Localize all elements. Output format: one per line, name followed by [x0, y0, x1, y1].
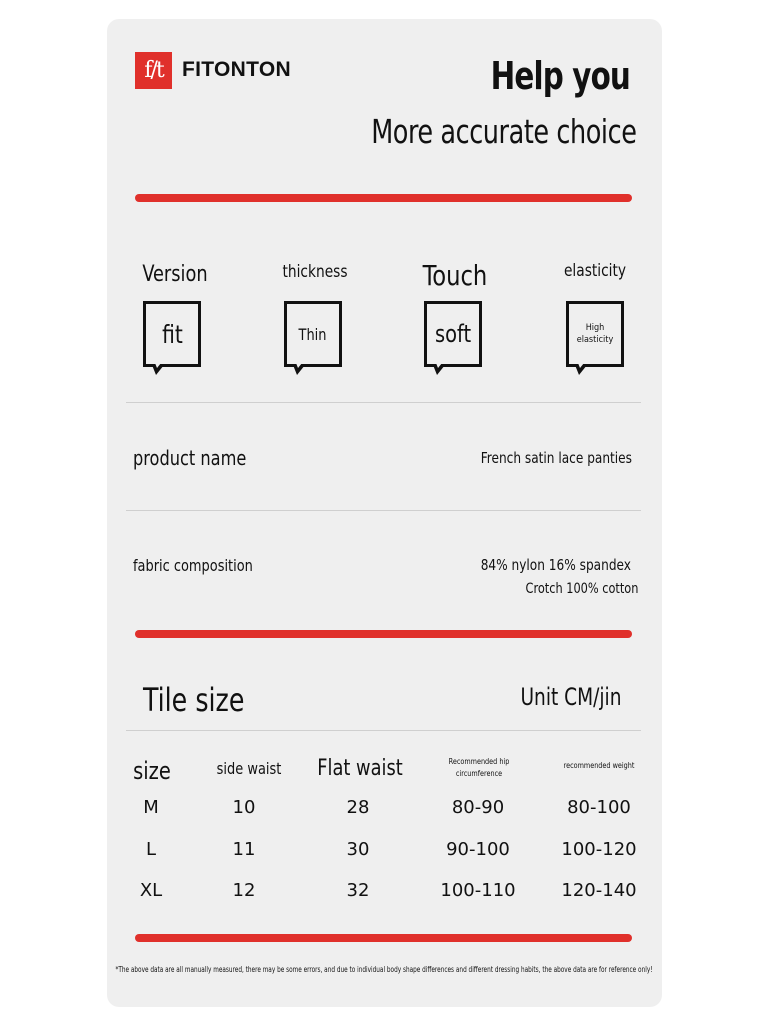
table-header-weight: recommended weight: [563, 761, 635, 770]
attr-label-thickness: thickness: [282, 262, 348, 282]
attr-label-version: Version: [142, 262, 208, 287]
disclaimer-footnote: *The above data are all manually measured, there may be some errors, and due to individual body shape differences and different dressing habits, the above data are for reference only!: [115, 965, 653, 974]
red-divider-top: [135, 194, 632, 202]
table-cell-side-waist: 10: [232, 797, 256, 818]
table-cell-size: L: [145, 839, 157, 860]
divider: [126, 510, 641, 511]
table-cell-flat-waist: 30: [346, 839, 370, 860]
attr-badge-touch: [424, 301, 482, 367]
red-divider-bottom: [135, 934, 632, 942]
attr-value-thickness: Thin: [299, 324, 327, 344]
table-cell-side-waist: 11: [232, 839, 256, 860]
table-header-size: size: [133, 757, 171, 785]
fabric-composition-line2: Crotch 100% cotton: [525, 581, 638, 597]
table-header-hip: Recommended hip circumference: [448, 757, 510, 778]
brand-logo-icon: f/t: [135, 52, 172, 89]
table-cell-hip: 90-100: [446, 839, 510, 860]
page-subtitle: More accurate choice: [370, 112, 636, 151]
table-cell-weight: 120-140: [561, 880, 637, 901]
attr-badge-version: [143, 301, 201, 367]
table-cell-size: M: [143, 797, 159, 818]
size-section-title: Tile size: [143, 681, 245, 719]
size-unit: Unit CM/jin: [519, 683, 621, 711]
product-name-label: product name: [133, 446, 247, 470]
attr-value-elasticity: High elasticity: [576, 323, 614, 345]
fabric-composition-line1: 84% nylon 16% spandex: [480, 556, 631, 574]
attr-badge-elasticity: [566, 301, 624, 367]
table-cell-weight: 80-100: [567, 797, 631, 818]
attr-value-touch: soft: [434, 320, 472, 348]
page-title: Help you: [490, 54, 630, 98]
product-name-value: French satin lace panties: [480, 449, 632, 467]
table-cell-side-waist: 12: [232, 880, 256, 901]
table-header-side-waist: side waist: [216, 759, 282, 778]
attr-value-version: fit: [161, 319, 183, 349]
attr-label-touch: Touch: [422, 259, 488, 292]
table-header-flat-waist: Flat waist: [317, 756, 403, 781]
fabric-composition-label: fabric composition: [133, 556, 253, 575]
attr-badge-thickness: [284, 301, 342, 367]
brand-name: FITONTON: [182, 58, 291, 81]
table-cell-size: XL: [139, 880, 163, 901]
attr-label-elasticity: elasticity: [563, 261, 627, 281]
table-cell-flat-waist: 32: [346, 880, 370, 901]
table-cell-weight: 100-120: [561, 839, 637, 860]
divider: [126, 402, 641, 403]
table-cell-hip: 100-110: [440, 880, 516, 901]
red-divider-middle: [135, 630, 632, 638]
table-cell-hip: 80-90: [451, 797, 505, 818]
divider: [126, 730, 641, 731]
table-cell-flat-waist: 28: [346, 797, 370, 818]
